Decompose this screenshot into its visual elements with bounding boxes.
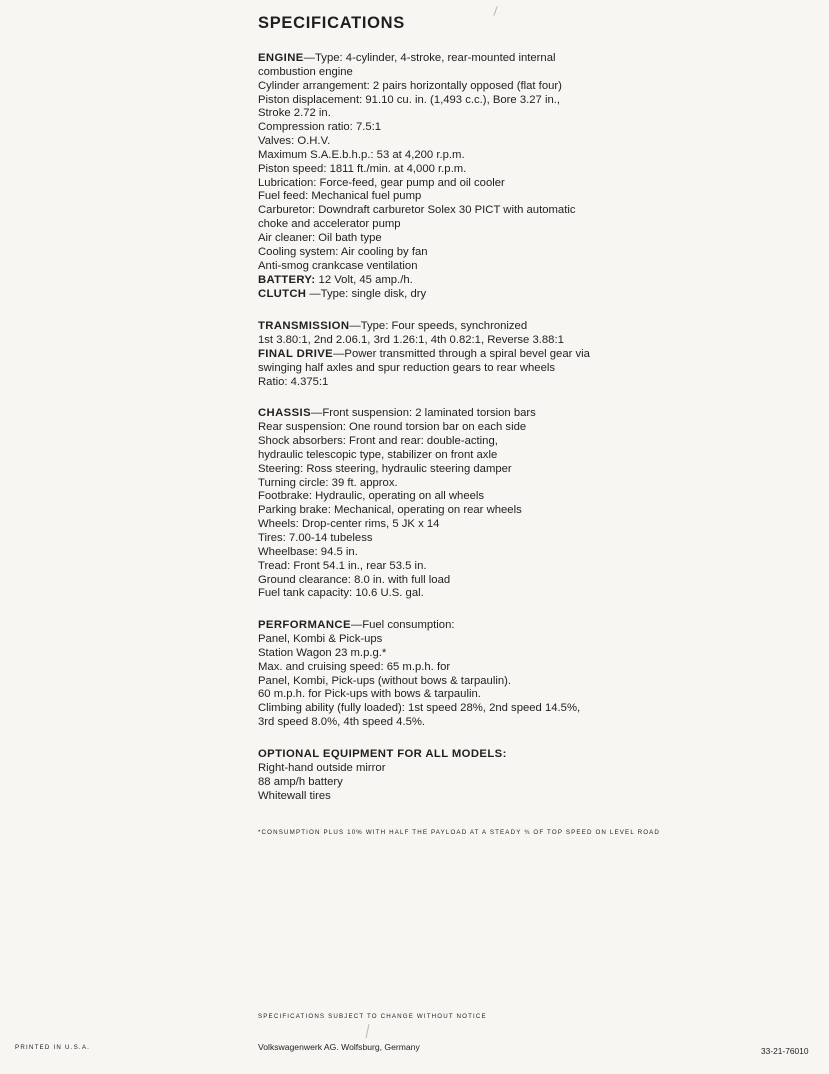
performance-text: —Fuel consumption: [350,619,455,632]
performance-line: Station Wagon 23 m.p.g.* [258,646,387,659]
document-code: 33-21-76010 [761,1046,809,1056]
optional-item: 88 amp/h battery [258,775,343,788]
company-address: Volkswagenwerk AG. Wolfsburg, Germany [258,1042,420,1052]
performance-line: Panel, Kombi & Pick-ups [258,633,383,646]
transmission-line-0 [258,320,818,334]
paper-crease-mark [366,1024,370,1038]
chassis-line: Parking brake: Mechanical, operating on rear wheels [258,504,522,517]
chassis-line: Fuel tank capacity: 10.6 U.S. gal. [258,587,424,600]
final-drive-heading: FINAL DRIVE [258,347,334,360]
specifications-body [258,52,818,821]
clutch-heading: CLUTCH [258,288,307,301]
engine-line: Piston displacement: 91.10 cu. in. (1,493 c.c.), Bore 3.27 in., [258,93,561,106]
chassis-line: Tires: 7.00-14 tubeless [258,532,373,544]
optional-item: Right-hand outside mirror [258,761,386,774]
engine-line: Piston speed: 1811 ft./min. at 4,000 r.p.m. [258,162,467,175]
chassis-text: —Front suspension: 2 laminated torsion bars [311,407,536,420]
clutch-text: —Type: single disk, dry [306,288,427,301]
engine-line: Maximum S.A.E.b.h.p.: 53 at 4,200 r.p.m. [258,148,465,161]
battery-heading: BATTERY: [258,273,316,286]
performance-line-0 [258,619,818,633]
final-drive-text: —Power transmitted through a spiral bevel gear via [333,347,590,360]
engine-line: Cylinder arrangement: 2 pairs horizontally opposed (flat four) [258,79,562,92]
chassis-heading: CHASSIS [258,407,312,420]
engine-text: —Type: 4-cylinder, 4-stroke, rear-mounted internal [303,52,556,64]
chassis-line: hydraulic telescopic type, stabilizer on front axle [258,448,498,461]
battery-line [258,274,818,288]
change-notice: SPECIFICATIONS SUBJECT TO CHANGE WITHOUT NOTICE [258,1013,487,1020]
chassis-line: Footbrake: Hydraulic, operating on all wheels [258,490,485,503]
final-drive-line: Ratio: 4.375:1 [258,375,329,388]
chassis-line: Tread: Front 54.1 in., rear 53.5 in. [258,559,427,572]
engine-line: Lubrication: Force-feed, gear pump and oil cooler [258,176,505,189]
performance-line: Panel, Kombi, Pick-ups (without bows & tarpaulin). [258,674,512,687]
performance-heading: PERFORMANCE [258,619,351,632]
chassis-line: Turning circle: 39 ft. approx. [258,476,398,489]
final-drive-line-0 [258,348,818,362]
engine-line: Compression ratio: 7.5:1 [258,121,382,134]
transmission-line: 1st 3.80:1, 2nd 2.06.1, 3rd 1.26:1, 4th 0.82:1, Reverse 3.88:1 [258,334,564,347]
engine-line: Carburetor: Downdraft carburetor Solex 30 PICT with automatic [258,204,576,217]
clutch-line [258,288,818,302]
engine-line: Stroke 2.72 in. [258,107,331,120]
engine-line: Air cleaner: Oil bath type [258,231,382,244]
chassis-line: Wheels: Drop-center rims, 5 JK x 14 [258,518,440,531]
engine-line: Valves: O.H.V. [258,135,331,148]
engine-line-0 [258,52,818,66]
chassis-line: Wheelbase: 94.5 in. [258,545,358,558]
final-drive-line: swinging half axles and spur reduction gears to rear wheels [258,361,556,374]
optional-item: Whitewall tires [258,789,331,802]
engine-heading: ENGINE [258,52,304,64]
engine-line: Cooling system: Air cooling by fan [258,245,428,258]
performance-line: 60 m.p.h. for Pick-ups with bows & tarpaulin. [258,688,481,701]
battery-text: 12 Volt, 45 amp./h. [315,273,413,286]
page-title: SPECIFICATIONS [258,14,406,32]
engine-line: Anti-smog crankcase ventilation [258,259,418,272]
chassis-line-0 [258,407,818,421]
chassis-line: Shock absorbers: Front and rear: double-acting, [258,435,498,448]
chassis-section [258,407,818,601]
chassis-line: Steering: Ross steering, hydraulic steering damper [258,462,512,475]
chassis-line: Ground clearance: 8.0 in. with full load [258,573,451,586]
engine-line: choke and accelerator pump [258,218,401,231]
performance-line: 3rd speed 8.0%, 4th speed 4.5%. [258,716,426,729]
performance-section [258,619,818,730]
optional-equipment-heading: OPTIONAL EQUIPMENT FOR ALL MODELS: [258,747,507,760]
chassis-line: Rear suspension: One round torsion bar on each side [258,421,527,434]
consumption-footnote: *CONSUMPTION PLUS 10% WITH HALF THE PAYLOAD AT A STEADY ¾ OF TOP SPEED ON LEVEL ROAD [258,829,661,836]
transmission-heading: TRANSMISSION [258,320,350,333]
paper-crease-mark [493,6,497,16]
engine-line: Fuel feed: Mechanical fuel pump [258,190,422,203]
transmission-text: —Type: Four speeds, synchronized [349,320,528,333]
printed-in-label: PRINTED IN U.S.A. [15,1044,91,1051]
engine-line: combustion engine [258,65,353,78]
engine-section [258,52,818,302]
transmission-section [258,320,818,389]
performance-line: Climbing ability (fully loaded): 1st speed 28%, 2nd speed 14.5%, [258,702,581,715]
performance-line: Max. and cruising speed: 65 m.p.h. for [258,660,451,673]
optional-equipment-section [258,748,818,803]
